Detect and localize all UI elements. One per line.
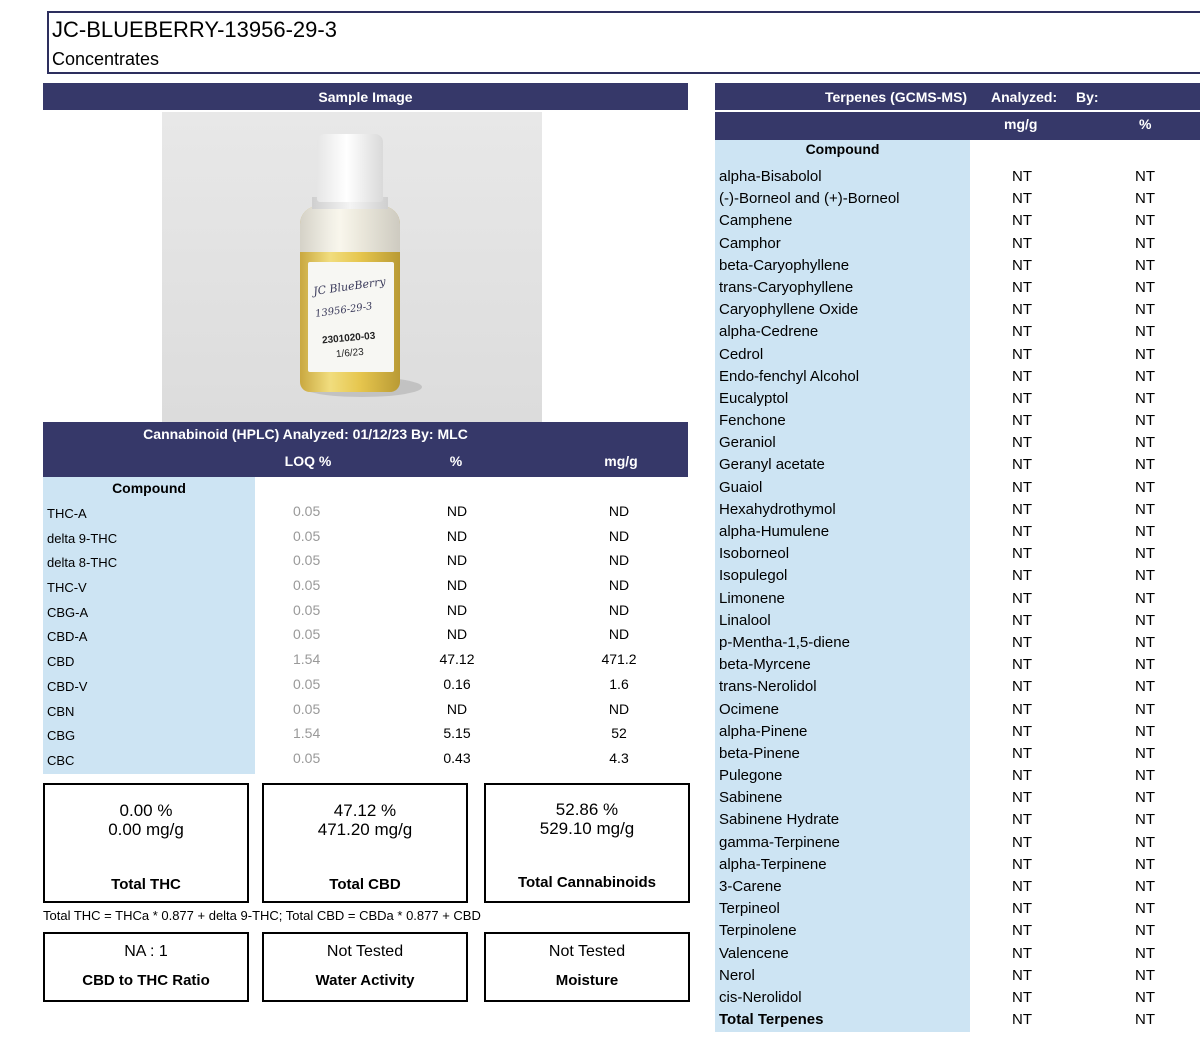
table-row [715, 920, 1200, 942]
compound-name: delta 9-THC [47, 530, 118, 546]
cannabinoid-compound-heading: Compound [112, 480, 186, 496]
table-row [715, 432, 1200, 454]
terpene-pct: NT [1135, 656, 1155, 674]
table-row [715, 699, 1200, 721]
compound-name: THC-A [47, 506, 87, 521]
terpene-pct: NT [1135, 168, 1155, 185]
cannabinoid-header [43, 422, 688, 477]
terpene-name: Nerol [719, 966, 755, 984]
table-row [715, 344, 1200, 366]
mg-value: ND [608, 700, 630, 717]
col-pct: % [449, 453, 463, 469]
table-row [715, 477, 1200, 499]
terpene-mg: NT [1012, 878, 1032, 895]
terpene-name: Eucalyptol [719, 389, 789, 407]
terpene-name: Linalool [719, 611, 771, 629]
terpene-pct: NT [1135, 589, 1155, 607]
terpenes-subheader [715, 112, 1200, 140]
terpene-pct: NT [1135, 456, 1155, 474]
terpene-name: alpha-Cedrene [719, 323, 819, 341]
cannabinoid-table [43, 500, 688, 772]
table-row [43, 549, 688, 574]
terpene-name: Terpineol [719, 900, 780, 918]
terpene-pct: NT [1135, 500, 1155, 518]
loq-value: 0.05 [293, 675, 321, 692]
mg-value: ND [608, 552, 630, 569]
table-row [715, 588, 1200, 610]
terpene-pct: NT [1135, 323, 1155, 341]
terpene-pct: NT [1135, 833, 1155, 851]
terpene-mg: NT [1012, 944, 1032, 962]
mg-value: ND [608, 503, 630, 519]
terpene-name: alpha-Humulene [719, 523, 830, 540]
mg-value: 52 [611, 725, 627, 742]
terpene-name: Endo-fenchyl Alcohol [719, 367, 860, 385]
terpene-name: (-)-Borneol and (+)-Borneol [719, 190, 900, 208]
terpenes-title: Terpenes (GCMS-MS) [825, 88, 968, 105]
terpene-pct: NT [1135, 212, 1155, 230]
table-row [715, 765, 1200, 787]
terpene-pct: NT [1135, 434, 1155, 452]
terpene-mg: NT [1012, 922, 1032, 940]
terpene-pct: NT [1135, 389, 1155, 407]
table-row [715, 632, 1200, 654]
table-row [715, 499, 1200, 521]
compound-name: CBG [47, 728, 76, 744]
mg-value: 471.2 [601, 651, 637, 668]
terpene-name: trans-Nerolidol [719, 678, 817, 696]
terpene-pct: NT [1135, 878, 1155, 895]
table-row [715, 277, 1200, 299]
terpene-name: Camphor [719, 234, 781, 252]
table-row [43, 623, 688, 648]
col-mg: mg/g [604, 453, 638, 469]
terpene-mg: NT [1012, 301, 1032, 319]
loq-value: 0.05 [293, 527, 321, 544]
terpene-name: trans-Caryophyllene [719, 278, 854, 296]
terpene-pct: NT [1135, 722, 1155, 740]
terpene-pct: NT [1135, 922, 1155, 940]
table-row [43, 525, 688, 550]
table-row [715, 787, 1200, 809]
terpene-mg: NT [1012, 212, 1032, 230]
total-cbd-pct: 47.12 % [333, 801, 397, 820]
pct-value: ND [446, 601, 468, 618]
pct-value: 5.15 [443, 725, 471, 742]
total-terpenes-pct: NT [1135, 1011, 1155, 1029]
loq-value: 0.05 [293, 577, 321, 594]
pct-value: 47.12 [439, 651, 475, 668]
table-row [715, 898, 1200, 920]
pct-value: ND [446, 552, 468, 569]
pct-value: ND [446, 527, 468, 544]
terpene-pct: NT [1135, 767, 1155, 785]
table-row [43, 698, 688, 723]
mg-value: ND [608, 527, 630, 544]
table-row [715, 388, 1200, 410]
terpene-name: Ocimene [719, 700, 780, 718]
table-row [715, 654, 1200, 676]
table-row [715, 987, 1200, 1009]
ratio-box [43, 932, 249, 1002]
terpene-pct: NT [1135, 789, 1155, 807]
terpene-name: gamma-Terpinene [719, 833, 840, 851]
terpene-pct: NT [1135, 190, 1155, 208]
terpene-name: Camphene [719, 212, 793, 230]
pct-value: 0.43 [443, 749, 471, 766]
pct-value: ND [446, 577, 468, 594]
terpene-pct: NT [1135, 988, 1155, 1006]
table-row [715, 676, 1200, 698]
compound-name: THC-V [47, 580, 87, 596]
terp-col-mg: mg/g [1004, 116, 1038, 132]
compound-name: CBG-A [47, 604, 89, 620]
total-cbd-mg: 471.20 mg/g [317, 820, 413, 839]
moisture-label: Moisture [555, 972, 619, 989]
terpene-name: alpha-Bisabolol [719, 168, 822, 185]
table-row [715, 188, 1200, 210]
sample-title: JC-BLUEBERRY-13956-29-3 [52, 17, 337, 42]
terpene-name: beta-Pinene [719, 744, 800, 762]
terpene-mg: NT [1012, 412, 1032, 430]
terpene-mg: NT [1012, 611, 1032, 629]
ratio-label: CBD to THC Ratio [82, 972, 210, 989]
terpene-name: Hexahydrothymol [719, 500, 836, 518]
total-cannabinoids-label: Total Cannabinoids [517, 874, 657, 891]
total-terpenes-row [715, 1009, 1200, 1031]
pct-value: ND [446, 700, 468, 717]
terpene-mg: NT [1012, 988, 1032, 1006]
terpene-name: Limonene [719, 589, 785, 607]
terpene-mg: NT [1012, 589, 1032, 607]
label-printed-id: 2301020-03 [321, 330, 376, 347]
total-thc-label: Total THC [111, 876, 181, 893]
terpene-name: Isopulegol [719, 567, 788, 585]
terpene-pct: NT [1135, 900, 1155, 918]
table-row [43, 574, 688, 599]
total-thc-mg: 0.00 mg/g [108, 820, 184, 839]
table-row [715, 965, 1200, 987]
total-cannabinoids-pct: 52.86 % [555, 800, 619, 819]
loq-value: 0.05 [293, 552, 321, 569]
terpene-mg: NT [1012, 744, 1032, 762]
terpene-name: Geranyl acetate [719, 456, 825, 474]
total-cannabinoids-box [484, 783, 690, 903]
terpene-mg: NT [1012, 633, 1032, 651]
terpene-name: Cedrol [719, 345, 764, 363]
total-terpenes-mg: NT [1012, 1011, 1032, 1029]
terpene-name: alpha-Terpinene [719, 855, 827, 873]
table-row [715, 299, 1200, 321]
terpene-name: Caryophyllene Oxide [719, 301, 859, 319]
pct-value: 0.16 [443, 675, 471, 692]
loq-value: 0.05 [293, 626, 321, 643]
terpene-pct: NT [1135, 478, 1155, 496]
total-terpenes-label: Total Terpenes [719, 1011, 824, 1029]
moisture-box [484, 932, 690, 1002]
table-row [715, 521, 1200, 543]
terpenes-analyzed: Analyzed: [991, 88, 1058, 105]
terpene-pct: NT [1135, 611, 1155, 629]
terpene-mg: NT [1012, 545, 1032, 563]
total-cbd-label: Total CBD [329, 876, 401, 893]
terpene-mg: NT [1012, 767, 1032, 785]
table-row [715, 721, 1200, 743]
terpene-mg: NT [1012, 456, 1032, 474]
table-row [715, 366, 1200, 388]
terpene-mg: NT [1012, 855, 1032, 873]
terpene-mg: NT [1012, 434, 1032, 452]
table-row [43, 722, 688, 747]
terpene-name: Isoborneol [719, 545, 790, 563]
col-loq: LOQ % [284, 453, 332, 469]
table-row [715, 454, 1200, 476]
terpene-name: Guaiol [719, 478, 763, 496]
terpene-pct: NT [1135, 412, 1155, 430]
terpene-pct: NT [1135, 678, 1155, 696]
terpenes-header [715, 83, 1200, 110]
terpene-pct: NT [1135, 345, 1155, 363]
terpene-mg: NT [1012, 500, 1032, 518]
terpene-pct: NT [1135, 944, 1155, 962]
table-row [715, 610, 1200, 632]
terpene-pct: NT [1135, 367, 1155, 385]
totals-formula: Total THC = THCa * 0.877 + delta 9-THC; Total CBD = CBDa * 0.877 + CBD [43, 908, 481, 923]
terpene-name: 3-Carene [719, 878, 782, 895]
table-row [43, 673, 688, 698]
terpene-mg: NT [1012, 367, 1032, 385]
table-row [715, 321, 1200, 343]
terpene-mg: NT [1012, 678, 1032, 696]
table-row [43, 648, 688, 673]
terpene-pct: NT [1135, 966, 1155, 984]
terpene-mg: NT [1012, 811, 1032, 829]
total-cannabinoids-mg: 529.10 mg/g [539, 819, 635, 838]
terpene-pct: NT [1135, 744, 1155, 762]
terpene-mg: NT [1012, 966, 1032, 984]
terpene-mg: NT [1012, 190, 1032, 208]
terpene-name: beta-Caryophyllene [719, 256, 850, 274]
terpene-mg: NT [1012, 700, 1032, 718]
terpene-pct: NT [1135, 567, 1155, 585]
total-thc-box [43, 783, 249, 903]
table-row [715, 876, 1200, 898]
loq-value: 0.05 [293, 503, 321, 519]
terpene-pct: NT [1135, 523, 1155, 540]
label-handwritten-name: JC BlueBerry [312, 274, 387, 299]
terpene-mg: NT [1012, 345, 1032, 363]
terpene-pct: NT [1135, 633, 1155, 651]
terpene-mg: NT [1012, 900, 1032, 918]
compound-name: delta 8-THC [47, 555, 118, 571]
loq-value: 1.54 [293, 725, 321, 742]
table-row [715, 565, 1200, 587]
mg-value: 4.3 [609, 749, 629, 766]
bottle-cap-icon [317, 134, 383, 202]
total-thc-pct: 0.00 % [119, 801, 173, 820]
label-printed-date: 1/6/23 [335, 346, 365, 361]
label-handwritten-id: 13956-29-3 [314, 301, 374, 320]
table-row [715, 255, 1200, 277]
terpene-pct: NT [1135, 256, 1155, 274]
compound-name: CBD-A [47, 629, 88, 645]
loq-value: 0.05 [293, 749, 321, 766]
pct-value: ND [446, 626, 468, 643]
terpene-name: Terpinolene [719, 922, 797, 940]
terpene-table [715, 166, 1200, 1031]
terpene-pct: NT [1135, 234, 1155, 252]
water-activity-value: Not Tested [326, 943, 404, 960]
table-row [43, 500, 688, 525]
table-row [715, 410, 1200, 432]
terpenes-by: By: [1076, 88, 1099, 105]
pct-value: ND [446, 503, 468, 519]
table-row [715, 166, 1200, 188]
sample-photo [162, 112, 542, 422]
moisture-value: Not Tested [548, 943, 626, 960]
terpene-name: p-Mentha-1,5-diene [719, 633, 850, 651]
table-row [715, 943, 1200, 965]
terpene-pct: NT [1135, 301, 1155, 319]
terpene-mg: NT [1012, 168, 1032, 185]
sample-image-heading: Sample Image [43, 83, 688, 110]
mg-value: 1.6 [609, 675, 629, 692]
terpene-mg: NT [1012, 656, 1032, 674]
mg-value: ND [608, 626, 630, 643]
terpene-compound-heading: Compound [805, 141, 880, 157]
terpene-pct: NT [1135, 545, 1155, 563]
terpene-name: Sabinene Hydrate [719, 811, 840, 829]
table-row [715, 809, 1200, 831]
terpene-mg: NT [1012, 722, 1032, 740]
loq-value: 0.05 [293, 601, 321, 618]
terpene-mg: NT [1012, 278, 1032, 296]
loq-value: 0.05 [293, 700, 321, 717]
table-row [715, 543, 1200, 565]
mg-value: ND [608, 577, 630, 594]
ratio-value: NA : 1 [124, 943, 168, 960]
terpene-mg: NT [1012, 323, 1032, 341]
terpene-mg: NT [1012, 478, 1032, 496]
table-row [715, 832, 1200, 854]
water-activity-box [262, 932, 468, 1002]
terpene-name: beta-Myrcene [719, 656, 811, 674]
terpene-mg: NT [1012, 389, 1032, 407]
loq-value: 1.54 [293, 651, 321, 668]
compound-name: CBD-V [47, 678, 88, 694]
total-cbd-box [262, 783, 468, 903]
terpene-mg: NT [1012, 523, 1032, 540]
water-activity-label: Water Activity [315, 972, 415, 989]
terpene-pct: NT [1135, 811, 1155, 829]
table-row [715, 233, 1200, 255]
terpene-pct: NT [1135, 700, 1155, 718]
terpene-mg: NT [1012, 234, 1032, 252]
terpene-pct: NT [1135, 855, 1155, 873]
terpene-name: alpha-Pinene [719, 722, 808, 740]
report-header [47, 11, 1200, 74]
terpene-pct: NT [1135, 278, 1155, 296]
terpene-mg: NT [1012, 567, 1032, 585]
terpene-mg: NT [1012, 833, 1032, 851]
sample-category: Concentrates [52, 49, 160, 69]
terpene-mg: NT [1012, 789, 1032, 807]
table-row [715, 854, 1200, 876]
terpene-name: Geraniol [719, 434, 776, 452]
terpene-name: Fenchone [719, 412, 786, 430]
mg-value: ND [608, 601, 630, 618]
terp-col-pct: % [1139, 116, 1152, 132]
compound-name: CBN [47, 703, 75, 719]
terpene-mg: NT [1012, 256, 1032, 274]
cannabinoid-title: Cannabinoid (HPLC) Analyzed: 01/12/23 By: MLC [143, 426, 468, 442]
compound-name: CBD [47, 654, 75, 670]
compound-name: CBC [47, 752, 75, 768]
table-row [43, 747, 688, 772]
table-row [43, 599, 688, 624]
table-row [715, 210, 1200, 232]
terpene-name: Pulegone [719, 767, 783, 785]
table-row [715, 743, 1200, 765]
terpene-name: cis-Nerolidol [719, 988, 802, 1006]
terpene-name: Valencene [719, 944, 789, 962]
terpene-name: Sabinene [719, 789, 783, 807]
